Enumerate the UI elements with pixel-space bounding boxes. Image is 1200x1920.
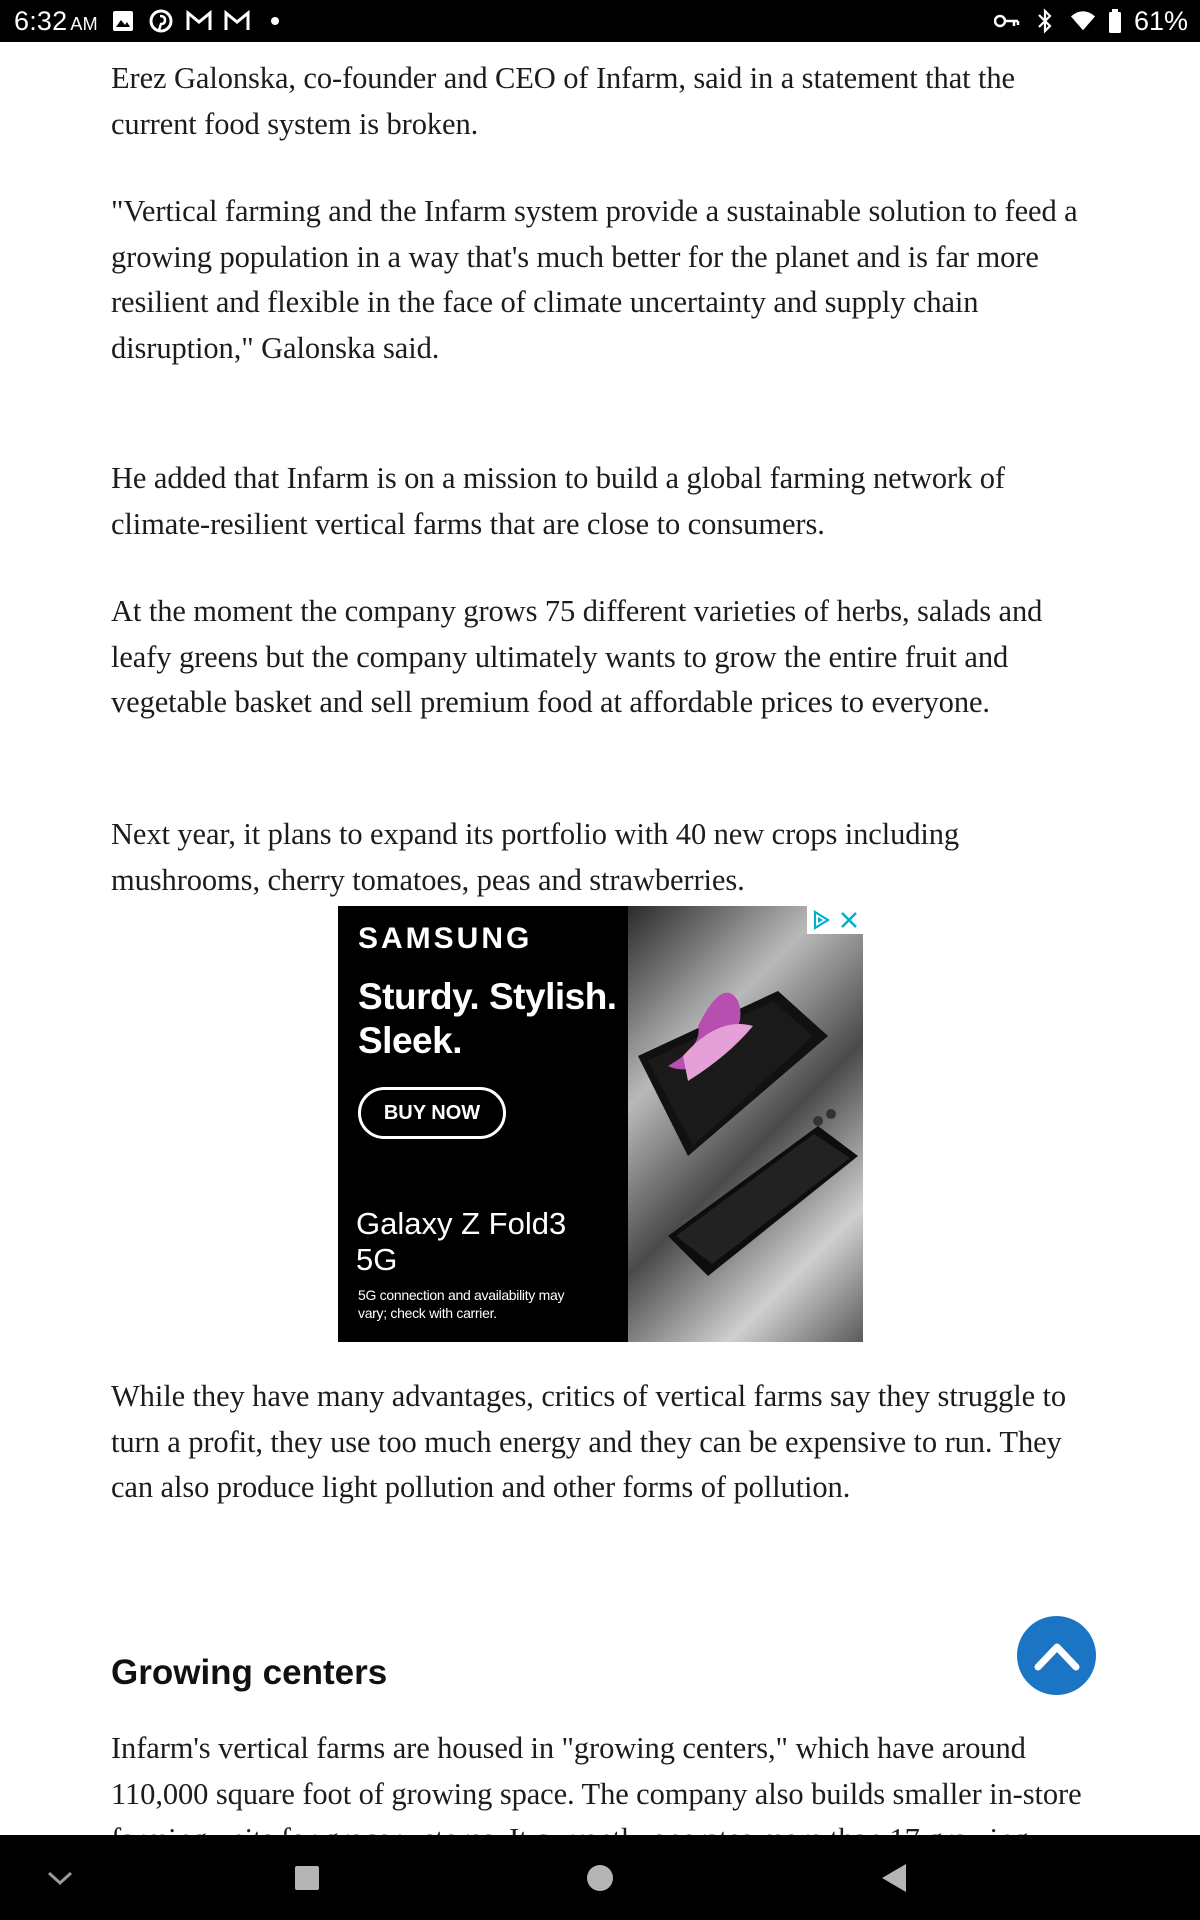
article-paragraph: He added that Infarm is on a mission to build a global farming network of climate-resilient vertical farms that are close to consumers. xyxy=(111,461,1005,541)
gmail-icon xyxy=(186,8,212,34)
battery-icon xyxy=(1108,8,1122,34)
article-paragraph: At the moment the company grows 75 different varieties of herbs, salads and leafy greens but the company ultimately wants to grow the entire fruit and vegetable basket and sell premium food at affordable prices to everyone. xyxy=(111,594,1043,719)
circle-icon xyxy=(585,1863,615,1893)
article-paragraph: While they have many advantages, critics of vertical farms say they struggle to turn a profit, they use too much energy and they can be expensive to run. They can also produce light pollution and other forms of pollution. xyxy=(111,1379,1067,1504)
back-button[interactable] xyxy=(873,1860,913,1896)
recents-button[interactable] xyxy=(287,1863,327,1893)
ad-brand[interactable]: SAMSUNG xyxy=(358,922,533,955)
bluetooth-icon xyxy=(1032,8,1058,34)
clock-ampm: AM xyxy=(70,13,98,34)
section-heading: Growing centers xyxy=(111,1653,388,1692)
ad-phone-image[interactable] xyxy=(628,906,863,1342)
clock xyxy=(14,6,98,37)
ad-close-icon[interactable] xyxy=(835,906,863,934)
ad-product-name[interactable]: Galaxy Z Fold3 5G xyxy=(356,1206,567,1277)
square-icon xyxy=(293,1864,321,1892)
chevron-up-icon xyxy=(1034,1641,1080,1671)
article-paragraph: Erez Galonska, co-founder and CEO of Infarm, said in a statement that the current food system is broken. xyxy=(111,61,1015,141)
clock-time: 6:32 xyxy=(14,5,68,36)
pinterest-icon xyxy=(148,8,174,34)
image-icon xyxy=(110,8,136,34)
ad-choices[interactable] xyxy=(807,906,863,934)
status-bar xyxy=(0,0,1200,42)
wifi-icon xyxy=(1070,8,1096,34)
navigation-bar xyxy=(0,1835,1200,1920)
article-paragraph: Infarm's vertical farms are housed in "growing centers," which have around 110,000 square foot of growing space. The company also builds smaller in-store xyxy=(111,1731,1082,1811)
samsung-ad[interactable] xyxy=(338,906,863,1342)
chevron-down-icon xyxy=(45,1868,75,1888)
scroll-to-top-button[interactable] xyxy=(1017,1616,1096,1695)
ad-choices-icon[interactable] xyxy=(807,906,835,934)
ad-headline[interactable]: Sturdy. Stylish. Sleek. xyxy=(358,976,617,1061)
vpn-key-icon xyxy=(994,8,1020,34)
ad-disclaimer: 5G connection and availability may vary; check with carrier. xyxy=(358,1287,565,1321)
article-paragraph: Next year, it plans to expand its portfolio with 40 new crops including mushrooms, cherry tomatoes, peas and strawberries. xyxy=(111,817,960,897)
home-button[interactable] xyxy=(580,1861,620,1895)
hide-keyboard-button[interactable] xyxy=(40,1860,80,1896)
back-triangle-icon xyxy=(878,1862,908,1894)
article-paragraph: "Vertical farming and the Infarm system provide a sustainable solution to feed a growing population in a way that's much better for the planet and is far more resilient and flexible in the face of climate uncertainty and supply chain disruption," Galonska said. xyxy=(111,194,1078,365)
battery-percent: 61% xyxy=(1133,5,1188,36)
buy-now-button[interactable]: BUY NOW xyxy=(358,1087,506,1139)
gmail-icon xyxy=(224,8,250,34)
dot-icon xyxy=(262,8,288,34)
